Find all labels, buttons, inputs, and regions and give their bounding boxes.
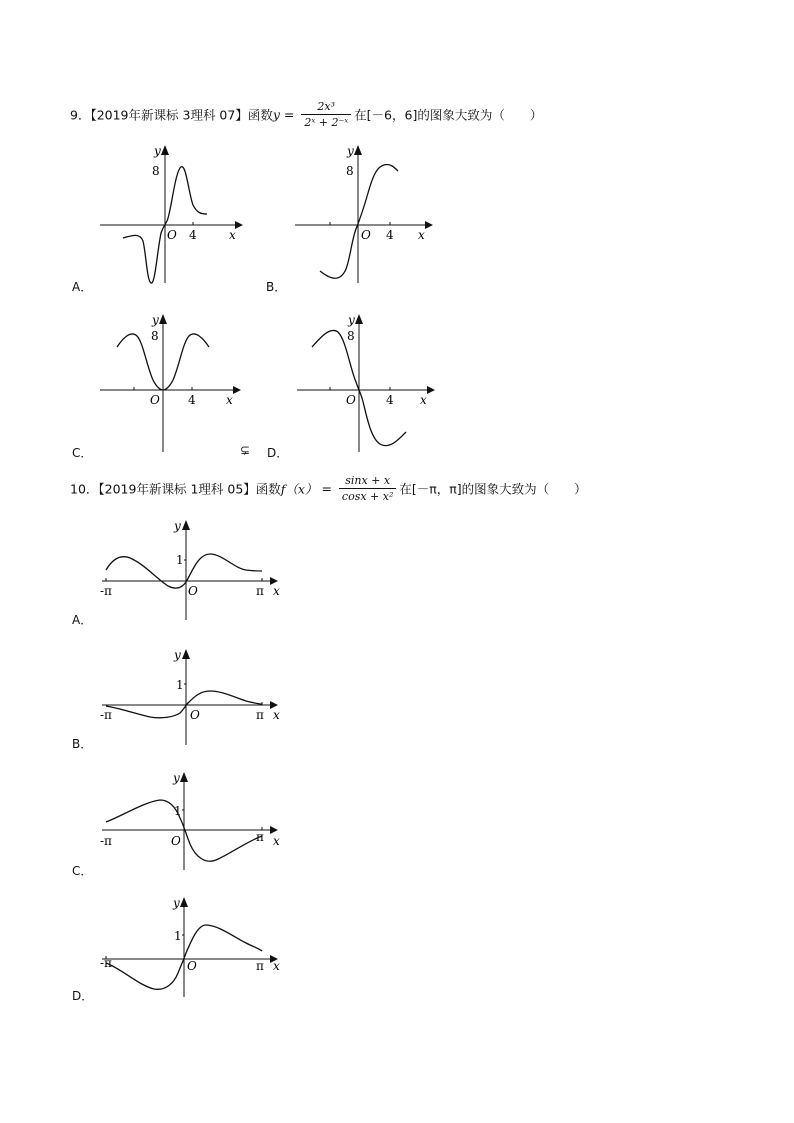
stray-symbol: ⊊ (240, 443, 251, 457)
question-text: 函数 (255, 481, 281, 497)
x-neg-label: -π (100, 708, 112, 722)
x-axis-label: x (418, 228, 425, 242)
y-tick-label: 1 (174, 804, 182, 818)
q9-graph-d (292, 312, 452, 462)
q10-graph-d (98, 893, 298, 1003)
question-number: 10． (70, 481, 99, 497)
question-text: 函数 (247, 107, 273, 123)
y-axis-label: y (152, 313, 159, 327)
x-neg-label: -π (100, 956, 112, 970)
option-a-label: A． (72, 613, 93, 627)
equals-sign: = (279, 107, 299, 122)
x-axis-label: x (273, 584, 280, 598)
x-axis-label: x (273, 959, 280, 973)
question-source: 【2019年新课标 3理科 07】 (90, 107, 248, 123)
x-axis-label: x (273, 708, 280, 722)
x-tick-label: 4 (188, 393, 196, 407)
origin-label: O (150, 393, 160, 407)
x-neg-label: -π (100, 834, 112, 848)
y-axis-label: y (174, 648, 181, 662)
fraction-denominator: cosx + x² (339, 488, 396, 503)
function-curve (106, 554, 262, 588)
x-pos-label: π (256, 708, 264, 722)
question-text-suffix: 在[－6，6]的图象大致为（ ） (354, 107, 543, 123)
function-fraction (301, 100, 351, 129)
y-tick-label: 8 (346, 164, 354, 178)
y-tick-label: 1 (176, 678, 184, 692)
y-tick-label: 8 (152, 164, 160, 178)
fraction-numerator: 2x³ (317, 100, 336, 113)
option-b-label: B． (266, 280, 287, 294)
x-pos-label: π (256, 830, 264, 844)
origin-label: O (171, 834, 181, 848)
q10-graph-c (98, 768, 298, 878)
origin-label: O (188, 584, 198, 598)
origin-label: O (187, 959, 197, 973)
x-axis-label: x (226, 393, 233, 407)
x-axis-label: x (229, 228, 236, 242)
y-axis-label: y (174, 519, 181, 533)
question-text-suffix: 在[－π，π]的图象大致为（ ） (399, 481, 587, 497)
x-tick-label: 4 (386, 393, 394, 407)
origin-label: O (346, 393, 356, 407)
origin-label: O (190, 708, 200, 722)
function-curve (320, 164, 398, 278)
y-axis-label: y (347, 144, 354, 158)
equals-sign: = (317, 481, 336, 496)
fraction-denominator: 2ˣ + 2⁻ˣ (301, 114, 351, 129)
origin-label: O (167, 228, 177, 242)
function-fraction (339, 474, 396, 503)
origin-label: O (361, 228, 371, 242)
y-tick-label: 1 (174, 929, 182, 943)
q10-graph-a (98, 516, 298, 626)
option-c-label: C． (72, 446, 93, 460)
option-c-label: C． (72, 864, 93, 878)
question-10-stem (70, 474, 587, 503)
x-tick-label: 4 (189, 228, 197, 242)
x-tick-label: 4 (386, 228, 394, 242)
function-variable: y (272, 107, 280, 122)
q9-graph-a (95, 143, 255, 293)
q9-graph-b (290, 143, 450, 293)
q10-graph-b (98, 645, 298, 755)
option-b-label: B． (72, 737, 93, 751)
y-tick-label: 8 (151, 329, 159, 343)
option-d-label: D． (72, 989, 94, 1003)
y-tick-label: 1 (176, 553, 184, 567)
x-neg-label: -π (100, 584, 112, 598)
question-source: 【2019年新课标 1理科 05】 (98, 481, 256, 497)
question-number: 9． (70, 107, 91, 123)
q9-graph-c (95, 312, 255, 462)
option-d-label: D． (267, 446, 289, 460)
y-tick-label: 8 (347, 329, 355, 343)
question-9-stem (70, 100, 542, 129)
function-curve (106, 691, 262, 718)
fraction-numerator: sinx + x (345, 474, 391, 487)
y-axis-label: y (154, 144, 161, 158)
function-name: f（x） (280, 481, 318, 497)
x-pos-label: π (256, 959, 264, 973)
option-a-label: A． (72, 280, 93, 294)
x-axis-label: x (420, 393, 427, 407)
x-pos-label: π (256, 584, 264, 598)
y-axis-label: y (173, 771, 180, 785)
y-axis-label: y (348, 313, 355, 327)
y-axis-label: y (173, 896, 180, 910)
x-axis-label: x (273, 834, 280, 848)
